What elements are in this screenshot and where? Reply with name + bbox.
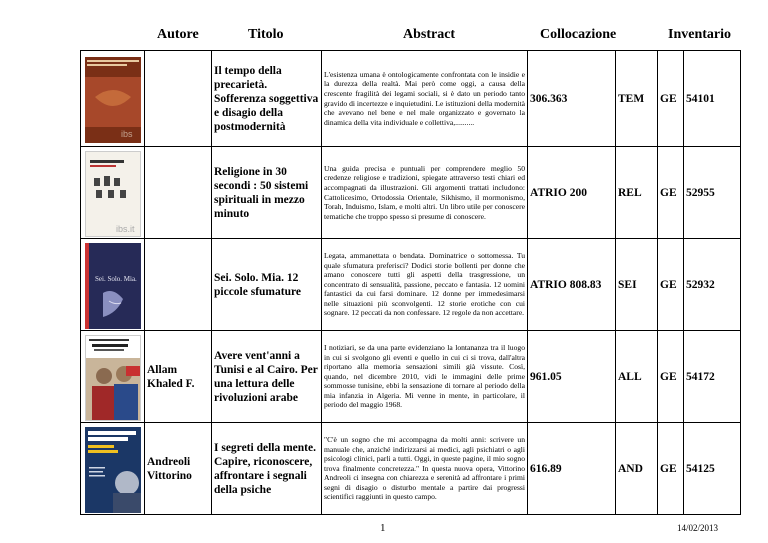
cell-sede: GE [658, 239, 684, 331]
cell-sede: GE [658, 331, 684, 423]
cell-autore [145, 147, 212, 239]
header-inventario: Inventario [668, 27, 731, 42]
cell-abstract: L'esistenza umana è ontologicamente confrontata con le insidie e la durezza della realtà. Mai però come oggi, a causa della crescente fragilità dei legami sociali, si è dato un periodo tanto gravido di incertezze e inquietudini. Le istituzioni della modernità che avevano nel bene e nel male organizzato e governato la dinamica della vita individuale e collettiva,.......... [322, 51, 528, 147]
catalog-table [80, 50, 741, 515]
cell-autore [145, 51, 212, 147]
cell-abbr: TEM [616, 51, 658, 147]
cell-collocazione: 306.363 [528, 51, 616, 147]
cell-titolo: Religione in 30 secondi : 50 sistemi spirituali in mezzo minuto [212, 147, 322, 239]
table-row [81, 147, 741, 239]
cell-inventario: 54172 [684, 331, 741, 423]
book-cover-art [86, 336, 141, 421]
table-row [81, 51, 741, 147]
cell-autore [145, 239, 212, 331]
book-cover-art [85, 243, 141, 329]
cell-abbr: AND [616, 423, 658, 515]
book-cover-art [86, 152, 141, 237]
cell-collocazione: 616.89 [528, 423, 616, 515]
svg-text:ibs: ibs [121, 129, 133, 139]
cell-inventario: 52955 [684, 147, 741, 239]
cell-collocazione: ATRIO 200 [528, 147, 616, 239]
header-collocazione: Collocazione [540, 27, 617, 42]
cell-collocazione: ATRIO 808.83 [528, 239, 616, 331]
book-cover-image [85, 427, 141, 513]
cell-titolo: Sei. Solo. Mia. 12 piccole sfumature [212, 239, 322, 331]
book-cover-image [85, 151, 141, 237]
cover-cell [81, 331, 145, 423]
svg-text:Sei. Solo. Mia.: Sei. Solo. Mia. [95, 275, 137, 283]
cover-cell [81, 239, 145, 331]
cell-titolo: Avere vent'anni a Tunisi e al Cairo. Per una lettura delle rivoluzioni arabe [212, 331, 322, 423]
cell-sede: GE [658, 51, 684, 147]
page-number: 1 [380, 522, 386, 534]
cell-abbr: SEI [616, 239, 658, 331]
book-cover-art [85, 57, 141, 143]
header-autore: Autore [157, 27, 199, 42]
book-cover-image [85, 243, 141, 329]
cell-inventario: 52932 [684, 239, 741, 331]
cell-inventario: 54125 [684, 423, 741, 515]
cell-collocazione: 961.05 [528, 331, 616, 423]
book-cover-image [85, 57, 141, 143]
cover-cell [81, 51, 145, 147]
cell-inventario: 54101 [684, 51, 741, 147]
book-cover-image [85, 335, 141, 421]
cell-autore: Allam Khaled F. [145, 331, 212, 423]
book-cover-art [85, 427, 141, 513]
cell-abstract: I notiziari, se da una parte evidenziano la lontananza tra il luogo in cui si svolgono gli eventi e quello in cui ci si trova, dall'altra riportano alla memoria sensazioni simili già vissute. Così, quando, nel dicembre 2010, vidi le immagini delle prime sommosse tunisine, ebbi la sensazione di tornare al periodo della mia infanzia in Algeria. Mi venne in mente, in particolare, il periodo del maggio 1968. [322, 331, 528, 423]
cell-titolo: Il tempo della precarietà. Sofferenza soggettiva e disagio della postmodernità [212, 51, 322, 147]
header-abstract: Abstract [403, 27, 456, 42]
cell-sede: GE [658, 147, 684, 239]
print-date: 14/02/2013 [677, 523, 719, 533]
cell-abbr: ALL [616, 331, 658, 423]
cell-abstract: "C'è un sogno che mi accompagna da molti anni: scrivere un manuale che, anziché indirizzarsi ai medici, agli psichiatri o agli psicologi clinici, parli a tutti. Oggi, in queste pagine, il mio sogno trova finalmente concretezza." In questa nuova opera, Vittorino Andreoli ci insegna con chiarezza e serenità ad affrontare i primi segni di disagio o disturbo mentale a partire dai progressi scientifici raggiunti in questo campo. [322, 423, 528, 515]
cover-cell [81, 423, 145, 515]
table-row [81, 423, 741, 515]
cell-sede: GE [658, 423, 684, 515]
svg-text:ibs.it: ibs.it [116, 224, 135, 234]
cell-abbr: REL [616, 147, 658, 239]
table-row [81, 331, 741, 423]
cell-abstract: Una guida precisa e puntuali per comprendere meglio 50 credenze religiose e tradizioni, spiegate attraverso testi chiari ed accompagnati da illustrazioni. Gli argomenti trattati includono: Cattolicesimo, Ortodossia Orientale, Sikhismo, il mormonismo, Torah, Induismo, Islam, e molti altri. Un libro utile per conoscere tematiche che troppo spesso si presume di conoscere. [322, 147, 528, 239]
cell-autore: Andreoli Vittorino [145, 423, 212, 515]
table-row [81, 239, 741, 331]
cover-cell [81, 147, 145, 239]
cell-titolo: I segreti della mente. Capire, riconoscere, affrontare i segnali della psiche [212, 423, 322, 515]
header-titolo: Titolo [248, 27, 284, 42]
cell-abstract: Legata, ammanettata o bendata. Dominatrice o sottomessa. Tu quale sfumatura preferisci? Dodici storie bollenti per donne che amano conoscere tutti gli aspetti della trasgressione, un concentrato di sensualità, passione, peccato e fantasia. 12 uomini fantastici da cui farsi dominare. 12 donne per immedesimarsi nelle situazioni più sconvolgenti. 12 storie erotiche con cui sognare. 12 peccati da non confessare. 12 regole da non accettare. [322, 239, 528, 331]
